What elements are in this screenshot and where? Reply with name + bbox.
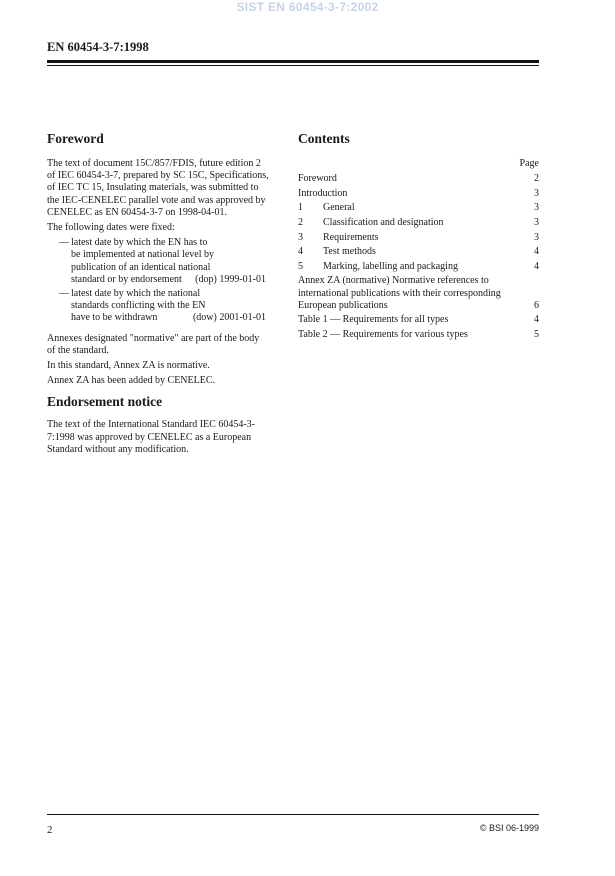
toc-entry-label: General: [323, 202, 355, 214]
toc-entry-page: 4: [534, 260, 539, 272]
toc-entry-table-1[interactable]: [298, 314, 539, 326]
toc-entry-page: 4: [534, 314, 539, 326]
toc-entry-foreword[interactable]: [298, 173, 539, 185]
toc-entry-introduction[interactable]: [298, 188, 539, 200]
endorsement-heading: Endorsement notice: [47, 394, 163, 410]
annex-added-paragraph: Annex ZA has been added by CENELEC.: [47, 375, 216, 387]
toc-entry-label: Table 1 — Requirements for all types: [298, 314, 449, 326]
toc-entry-page: 3: [534, 187, 539, 199]
toc-entry-label: Requirements: [323, 231, 379, 243]
date-item-text: latest date by which the EN has to be implemented at national level by publication of an identical national standard or by endorsement: [71, 237, 215, 285]
toc-entry-label: Foreword: [298, 173, 337, 185]
left-column: [47, 131, 269, 459]
toc-entry-page: 3: [534, 216, 539, 228]
dates-intro: The following dates were fixed:: [47, 222, 175, 234]
date-item-code: (dow) 2001-01-01: [192, 312, 266, 324]
toc-entry-label: Classification and designation: [323, 216, 444, 228]
toc-entry-page: 3: [534, 202, 539, 214]
annex-za-paragraph: In this standard, Annex ZA is normative.: [47, 360, 210, 372]
toc-entry-label: Marking, labelling and packaging: [323, 260, 458, 272]
toc-entry-number: 2: [298, 216, 303, 228]
toc-entry-classification[interactable]: [298, 217, 539, 229]
toc-entry-label: Introduction: [298, 187, 348, 199]
toc-entry-number: 1: [298, 202, 303, 214]
toc-entry-page: 5: [534, 328, 539, 340]
watermark: SIST EN 60454-3-7:2002: [236, 0, 379, 14]
endorsement-paragraph: The text of the International Standard IEC 60454-3-7:1998 was approved by CENELEC as a European Standard without any modification.: [47, 419, 255, 455]
toc-entry-test-methods[interactable]: [298, 246, 539, 258]
toc-entry-number: 5: [298, 260, 303, 272]
right-column: [298, 131, 539, 344]
toc-entry-number: 4: [298, 246, 303, 258]
toc-entry-label: Table 2 — Requirements for various types: [298, 328, 468, 340]
header-rule-thick: [47, 60, 539, 63]
dash-bullet: —: [59, 237, 69, 249]
contents-heading: Contents: [298, 131, 350, 146]
toc-entry-page: 6: [534, 299, 539, 311]
copyright-notice: © BSI 06-1999: [479, 823, 539, 833]
toc-entry-table-2[interactable]: [298, 329, 539, 341]
date-item-code: (dop) 1999-01-01: [195, 273, 266, 285]
page-number: 2: [47, 824, 53, 836]
toc-entry-annex-za[interactable]: [298, 275, 539, 312]
dash-bullet: —: [59, 288, 69, 300]
date-item-text: latest date by which the national standards conflicting with the EN have to be withdrawn: [71, 288, 206, 324]
toc-page-header: Page: [519, 158, 539, 169]
dates-list: [47, 237, 269, 324]
toc-entry-label: Annex ZA (normative) Normative references to international publications with their corresponding European publications: [298, 275, 501, 311]
toc-entry-number: 3: [298, 231, 303, 243]
toc-entry-page: 3: [534, 231, 539, 243]
date-item-dop: [47, 237, 269, 286]
document-id: EN 60454-3-7:1998: [47, 40, 149, 54]
toc-entry-page: 2: [534, 173, 539, 185]
annex-paragraph: Annexes designated "normative" are part of the body of the standard.: [47, 332, 260, 356]
footer-rule: [47, 814, 539, 815]
toc-entry-requirements[interactable]: [298, 232, 539, 244]
toc-entry-page: 4: [534, 246, 539, 258]
toc-entry-label: Test methods: [323, 246, 376, 258]
foreword-paragraph: The text of document 15C/857/FDIS, future edition 2 of IEC 60454-3-7, prepared by SC 15C, Specifications, of IEC TC 15, Insulating materials, was submitted to the IEC-CENELEC parallel vote and was approved by CENELEC as EN 60454-3-7 on 1998-04-01.: [47, 158, 269, 218]
date-item-dow: [47, 288, 269, 325]
toc-entry-general[interactable]: [298, 202, 539, 214]
foreword-heading: Foreword: [47, 131, 104, 146]
header-rule-thin: [47, 65, 539, 66]
toc-entry-marking[interactable]: [298, 261, 539, 273]
